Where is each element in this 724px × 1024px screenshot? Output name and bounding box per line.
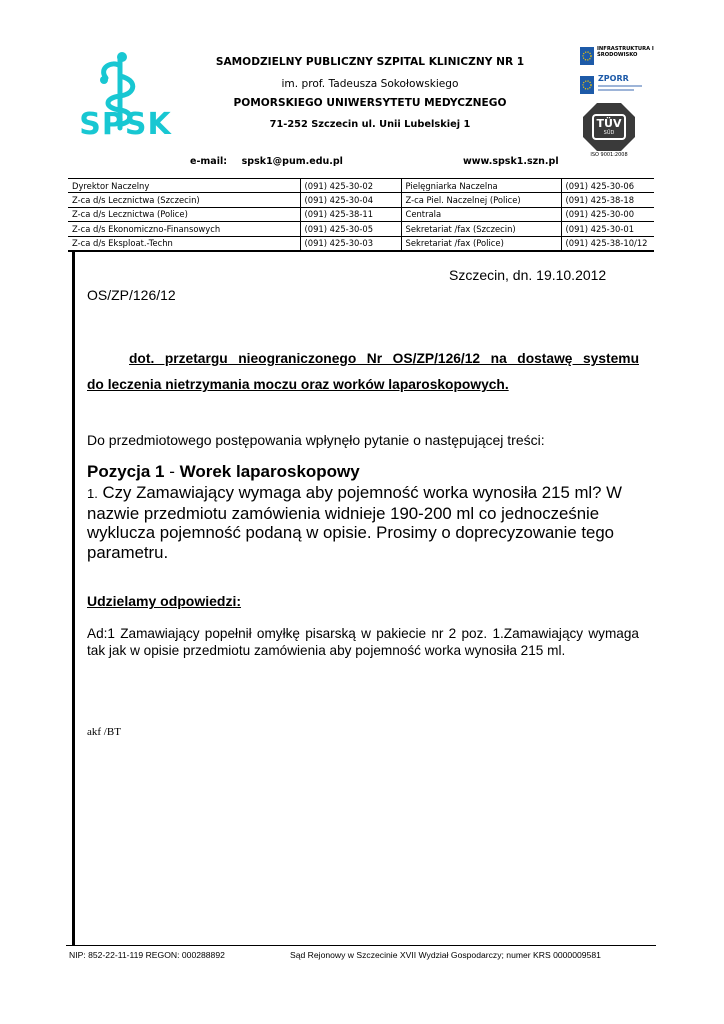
hospital-logo	[78, 50, 173, 142]
contact-phone: (091) 425-38-18	[561, 193, 654, 207]
footer-rule	[66, 945, 656, 946]
footer-ids: NIP: 852-22-11-119 REGON: 000288892	[69, 950, 225, 960]
contact-title: Sekretariat /fax (Szczecin)	[401, 222, 561, 236]
contact-phone: (091) 425-30-03	[300, 236, 401, 251]
letter-date: Szczecin, dn. 19.10.2012	[449, 267, 607, 283]
position-heading: Pozycja 1 - Worek laparoskopowy	[87, 462, 360, 481]
contact-title: Z-ca d/s Eksploat.-Techn	[68, 236, 300, 251]
eu-flag-icon	[580, 76, 594, 94]
position-label: Pozycja 1	[87, 462, 165, 481]
zporr-badge: ZPORR	[580, 74, 652, 96]
contact-row	[68, 207, 654, 221]
contact-row	[68, 222, 654, 236]
email-label: e-mail:	[190, 156, 228, 167]
tuv-certificate: TÜV SÜD ISO 9001:2008	[582, 102, 636, 160]
contact-title: Z-ca Piel. Naczelnej (Police)	[401, 193, 561, 207]
email-row	[190, 156, 343, 167]
contact-phone: (091) 425-30-05	[300, 222, 401, 236]
contact-row	[68, 193, 654, 207]
contact-row	[68, 236, 654, 251]
eu-flag-icon	[580, 47, 594, 65]
contact-row	[68, 179, 654, 193]
contact-table	[68, 178, 654, 252]
email-link[interactable]: spsk1@pum.edu.pl	[241, 156, 343, 167]
reference-number: OS/ZP/126/12	[87, 287, 176, 303]
intro-text: Do przedmiotowego postępowania wpłynęło pytanie o następującej treści:	[87, 432, 545, 448]
contact-title: Z-ca d/s Lecznictwa (Police)	[68, 207, 300, 221]
position-name: Worek laparoskopowy	[179, 462, 360, 481]
contact-phone: (091) 425-30-06	[561, 179, 654, 193]
initials: akf /BT	[87, 726, 121, 738]
infrastructure-badge: INFRASTRUKTURA I ŚRODOWISKO	[580, 45, 652, 67]
org-university: POMORSKIEGO UNIWERSYTETU MEDYCZNEGO	[233, 97, 507, 109]
org-address: 71-252 Szczecin ul. Unii Lubelskiej 1	[269, 119, 471, 130]
contact-phone: (091) 425-38-11	[300, 207, 401, 221]
answer-heading: Udzielamy odpowiedzi:	[87, 593, 242, 609]
answer-text: Ad:1 Zamawiający popełnił omyłkę pisarską w pakiecie nr 2 poz. 1.Zamawiający wymaga tak jak w opisie przedmiotu zamówienia aby pojemność worka wynosiła 215 ml.	[87, 626, 639, 658]
contact-phone: (091) 425-30-02	[300, 179, 401, 193]
logo-text: SPSK	[79, 107, 172, 142]
margin-rule	[72, 250, 75, 946]
contact-title: Pielęgniarka Naczelna	[401, 179, 561, 193]
contact-phone: (091) 425-38-10/12	[561, 236, 654, 251]
contact-phone: (091) 425-30-00	[561, 207, 654, 221]
contact-title: Z-ca d/s Lecznictwa (Szczecin)	[68, 193, 300, 207]
contact-title: Z-ca d/s Ekonomiczno-Finansowych	[68, 222, 300, 236]
subject-line-2: do leczenia nietrzymania moczu oraz worków laparoskopowych.	[87, 377, 509, 392]
iso-label: ISO 9001:2008	[590, 152, 628, 158]
website-link[interactable]: www.spsk1.szn.pl	[463, 156, 559, 167]
question-text: 1. Czy Zamawiający wymaga aby pojemność worka wynosiła 215 ml? W nazwie przedmiotu zamówienia widnieje 190-200 ml co jednocześnie wyklucza pojemność podaną w opisie. Prosimy o doprecyzowanie tego parametru.	[87, 483, 622, 562]
contact-title: Dyrektor Naczelny	[68, 179, 300, 193]
subject-line-1: dot. przetargu nieograniczonego Nr OS/ZP/126/12 na dostawę systemu	[129, 351, 639, 366]
contact-title: Sekretariat /fax (Police)	[401, 236, 561, 251]
contact-title: Centrala	[401, 207, 561, 221]
contact-phone: (091) 425-30-01	[561, 222, 654, 236]
org-patron: im. prof. Tadeusza Sokołowskiego	[281, 78, 459, 90]
footer-court: Sąd Rejonowy w Szczecinie XVII Wydział Gospodarczy; numer KRS 0000009581	[290, 950, 601, 960]
contact-phone: (091) 425-30-04	[300, 193, 401, 207]
org-name: SAMODZIELNY PUBLICZNY SZPITAL KLINICZNY NR 1	[215, 56, 525, 68]
